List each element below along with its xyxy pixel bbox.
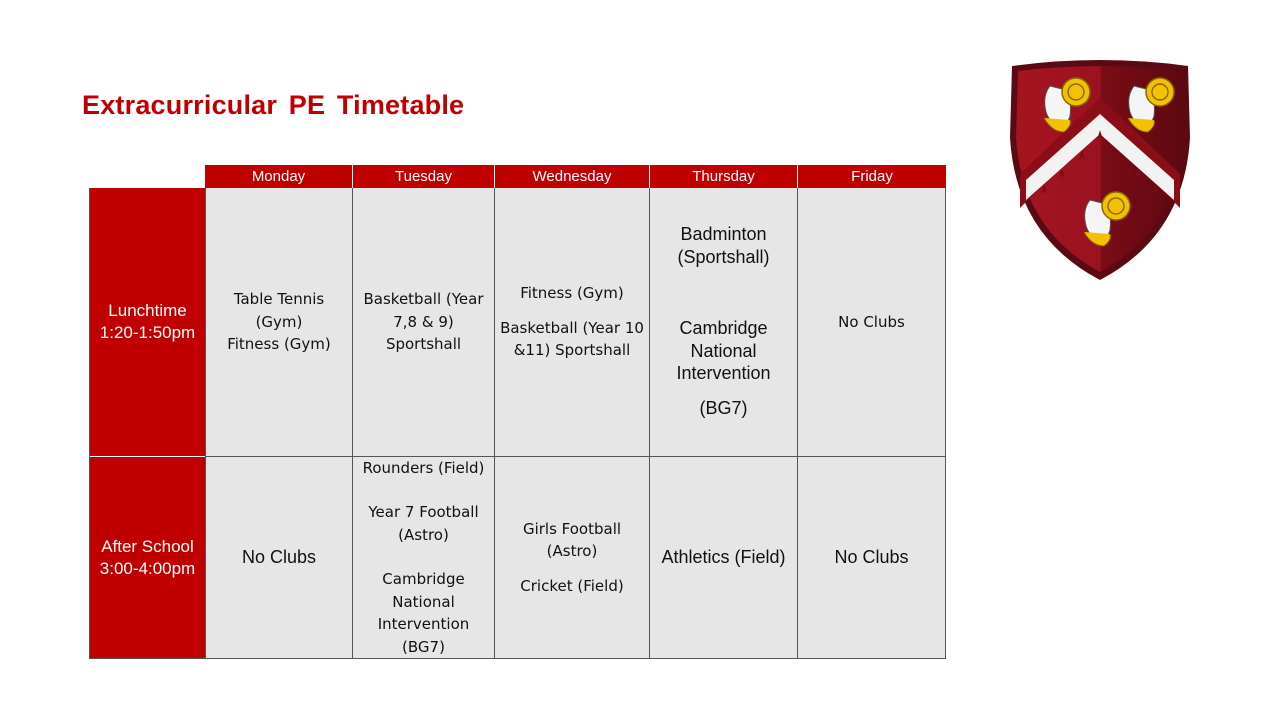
header-wednesday: Wednesday [495,165,650,188]
cell-after-school-monday: No Clubs [205,457,353,659]
cell-after-school-wednesday: Girls Football (Astro) Cricket (Field) [495,457,650,659]
cell-lunchtime-tuesday: Basketball (Year 7,8 & 9) Sportshall [353,188,495,457]
cell-lunchtime-wednesday: Fitness (Gym) Basketball (Year 10 &11) Sportshall [495,188,650,457]
header-monday: Monday [205,165,353,188]
header-tuesday: Tuesday [353,165,495,188]
header-thursday: Thursday [650,165,798,188]
cell-after-school-friday: No Clubs [798,457,946,659]
header-friday: Friday [798,165,946,188]
row-label-after-school: After School 3:00-4:00pm [90,457,205,659]
cell-after-school-thursday: Athletics (Field) [650,457,798,659]
cell-lunchtime-monday: Table Tennis (Gym) Fitness (Gym) [205,188,353,457]
page-title: Extracurricular PE Timetable [82,90,465,120]
cell-after-school-tuesday: Rounders (Field) Year 7 Football (Astro) Cambridge National Intervention (BG7) [353,457,495,659]
school-crest-rams-icon [1006,58,1194,284]
table-left-border [89,188,90,659]
cell-lunchtime-friday: No Clubs [798,188,946,457]
cell-lunchtime-thursday: Badminton (Sportshall) Cambridge National Intervention (BG7) [650,188,798,457]
table-bottom-border [89,658,946,659]
row-label-lunchtime: Lunchtime 1:20-1:50pm [90,188,205,457]
